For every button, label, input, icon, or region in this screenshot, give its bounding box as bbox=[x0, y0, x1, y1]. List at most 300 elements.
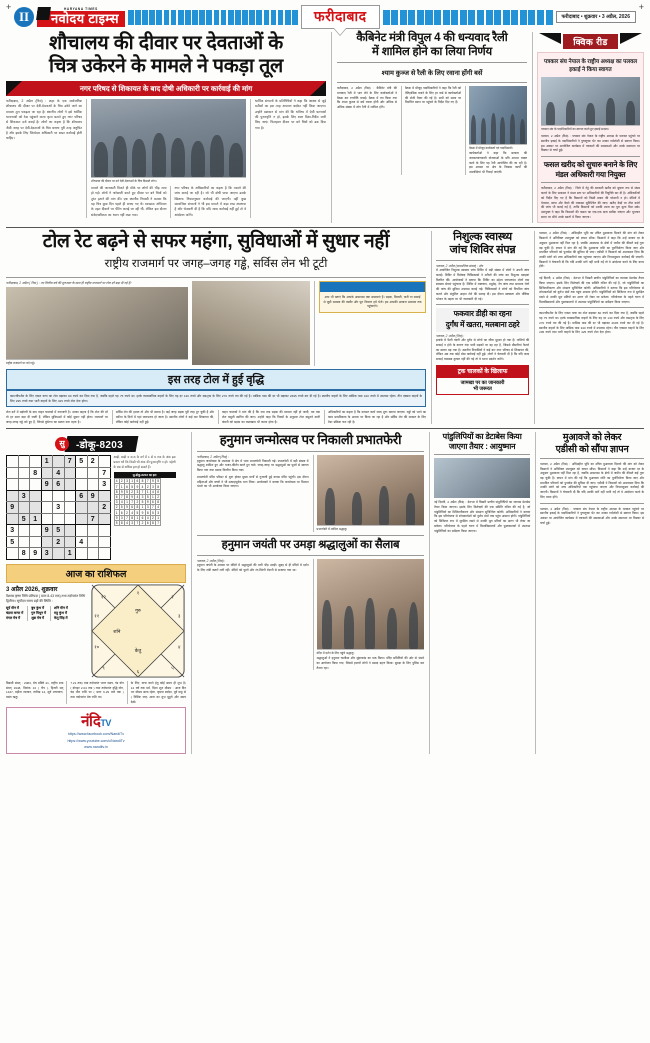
sudoku-title-text: -डोकू-8203 bbox=[76, 440, 123, 452]
sudoku-answer-cell: 4 bbox=[115, 479, 118, 484]
sudoku-answer-cell: 3 bbox=[136, 489, 139, 494]
story2-photo-people bbox=[469, 108, 527, 144]
sudoku-answer-cell: 6 bbox=[136, 479, 139, 484]
sudoku-cell[interactable]: 8 bbox=[18, 548, 30, 560]
sudoku-row bbox=[7, 536, 111, 548]
sudoku-cell[interactable]: 3 bbox=[18, 490, 30, 502]
svg-text:१०: १० bbox=[94, 645, 100, 651]
sudoku-cell[interactable]: 3 bbox=[53, 502, 65, 514]
quick-read-box bbox=[537, 52, 644, 223]
lead-body-columns bbox=[6, 99, 326, 218]
sudoku-answer-cell: 4 bbox=[126, 520, 128, 525]
sudoku-answer-cell: 4 bbox=[120, 500, 123, 505]
sudoku-cell[interactable] bbox=[87, 525, 99, 537]
sudoku-answer-cell: 7 bbox=[126, 515, 128, 520]
sudoku-answer-cell: 9 bbox=[115, 515, 118, 520]
sudoku-cell[interactable] bbox=[76, 513, 88, 525]
hanuman2-col2-text: श्रद्धालुओं ने हनुमान चालीसा और सुंदरकांड का पाठ किया। मंदिर समितियों की ओर से भंडारे का आयोजन किया गया, जिसमें हजारों लोगों ने प्रसाद ग्रहण किया। सुरक्षा के लिए पुलिस बल तैनात रहा। bbox=[316, 656, 425, 670]
sudoku-answer-cell: 3 bbox=[115, 500, 118, 505]
nandi-ad-line-0[interactable]: https://www.facebook.com/NandiTv bbox=[67, 732, 125, 737]
sudoku-answer-cell: 7 bbox=[152, 505, 154, 510]
sudoku-cell[interactable] bbox=[76, 479, 88, 491]
manuscripts-headline-line2: जाएगा तैयार : आयुष्मान bbox=[448, 441, 516, 451]
sudoku-answer-cell: 4 bbox=[152, 489, 154, 494]
horoscope-tithi: वैशाख कृष्ण तिथि प्रतिपदा ( प्रातः 8.43 तक) तथा तदोपरांत तिथि द्वितीया। सूर्योदय समय ग्रहों की स्थिति : bbox=[6, 593, 85, 603]
horoscope-date: 3 अप्रैल 2026, शुक्रवार bbox=[6, 586, 58, 593]
planet-2-1: शुक्र मेष में bbox=[31, 615, 45, 620]
sudoku-cell[interactable]: 2 bbox=[99, 502, 111, 514]
nandi-tv-logo: नंदिTV bbox=[81, 713, 111, 731]
sudoku-cell[interactable] bbox=[30, 490, 42, 502]
sudoku-cell[interactable]: 1 bbox=[41, 456, 53, 468]
sudoku-cell[interactable] bbox=[87, 502, 99, 514]
quick-read-tag: क्विक रीड bbox=[563, 34, 617, 49]
sudoku-answer-cell: 1 bbox=[136, 515, 139, 520]
sudoku-answer-cell: 9 bbox=[152, 479, 154, 484]
compensation-extra-text: पलवल, 2 अप्रैल (निसं) : पत्रकार संघ नेपाल के राष्ट्रीय अध्यक्ष के पलवल पहुंचने पर स्थानीय इकाई के पदाधिकारियों ने पुष्पगुच्छ भेंट कर उनका गर्मजोशी से स्वागत किया। इस अवसर पर आयोजित कार्यक्रम में पत्रकारों की समस्याओं और उनके समाधान पर विस्तार से चर्चा हुई। bbox=[540, 506, 645, 525]
sudoku-answer-cell: 8 bbox=[152, 520, 154, 525]
sudoku-cell[interactable] bbox=[99, 513, 111, 525]
sudoku-cell[interactable] bbox=[7, 467, 19, 479]
health-camp-story bbox=[431, 231, 529, 424]
sudoku-cell[interactable] bbox=[64, 467, 76, 479]
sudoku-answer-row bbox=[114, 484, 161, 489]
sudoku-answer-cell: 5 bbox=[141, 500, 144, 505]
planet-0-2: शनि मीन में bbox=[54, 606, 68, 611]
sudoku-answer-cell: 7 bbox=[120, 494, 123, 499]
truck-box-line3: भी जरूरत bbox=[473, 385, 492, 392]
masthead bbox=[6, 0, 644, 30]
sudoku-cell[interactable]: 3 bbox=[7, 525, 19, 537]
hanuman2-photo bbox=[317, 559, 425, 649]
sudoku-cell[interactable] bbox=[41, 513, 53, 525]
sudoku-cell[interactable] bbox=[99, 536, 111, 548]
compensation-column bbox=[535, 432, 644, 753]
toll-photo-2 bbox=[192, 281, 310, 365]
kundli-chart bbox=[90, 583, 186, 679]
puzzles-column bbox=[6, 432, 186, 753]
sudoku-answer-cell: 5 bbox=[126, 489, 128, 494]
sudoku-cell[interactable]: 4 bbox=[76, 536, 88, 548]
svg-text:२: २ bbox=[171, 595, 174, 601]
svg-text:१२: १२ bbox=[100, 595, 106, 601]
sudoku-answer-cell: 2 bbox=[157, 494, 159, 499]
sudoku-cell[interactable] bbox=[41, 536, 53, 548]
horoscope-text-col3: के लिए, यात्रा करने हेतु कोई समय ही शुभ है। 12 वर्ष तक मर्म, दिशा शूल मौसम : आज दिन भर मौसम साफ रहेगा, कृपया स्वदेश, पूर्व माहू से ( विशिष्ट जन) आज का शुभ मुहूर्त और समय देखें। bbox=[127, 681, 186, 705]
sudoku-row bbox=[7, 513, 111, 525]
sudoku-cell[interactable]: 9 bbox=[41, 525, 53, 537]
masthead-logo[interactable] bbox=[37, 7, 125, 28]
sudoku-cell[interactable] bbox=[18, 467, 30, 479]
hanuman-col-1 bbox=[197, 455, 309, 532]
compensation-text: पलवल, 2 अप्रैल (निसं) : अधिग्रहीत भूमि का उचित मुआवजा दिलाने की मांग को लेकर किसानों ने अतिरिक्त उपायुक्त को ज्ञापन सौंपा। किसानों ने कहा कि उन्हें बाजार दर के अनुसार मुआवजा नहीं मिल रहा है, जबकि आसपास के क्षेत्रों में जमीन की कीमतें कई गुना बढ़ चुकी हैं। ज्ञापन में मांग की गई कि मुआवजा राशि का पुनर्निर्धारण किया जाए और प्रभावित परिवारों को पुनर्वास की सुविधा दी जाए। एडीसी ने किसानों को आश्वासन दिया कि उनकी मांगों को उच्च अधिकारियों तक पहुंचाया जाएगा और नियमानुसार कार्रवाई की जाएगी। किसानों ने चेतावनी दी कि यदि उनकी मांगें नहीं मानी गईं तो वे आंदोलन करने के लिए बाध्य होंगे। bbox=[540, 461, 645, 499]
hanuman2-headline: हनुमान जयंती पर उमड़ा श्रद्धालुओं का सैलाब bbox=[221, 538, 400, 551]
sudoku-cell[interactable] bbox=[30, 502, 42, 514]
sudoku-cell[interactable]: 3 bbox=[99, 479, 111, 491]
sudoku-answer-cell: 5 bbox=[131, 484, 134, 489]
sudoku-answer-row bbox=[114, 479, 161, 484]
toll-left bbox=[6, 281, 188, 366]
hanuman-photo-people bbox=[317, 481, 425, 524]
sudoku-answer-cell: 9 bbox=[136, 484, 139, 489]
sudoku-cell[interactable] bbox=[41, 490, 53, 502]
sudoku-answer-cell: 8 bbox=[136, 505, 139, 510]
sudoku-answer-cell: 8 bbox=[157, 500, 159, 505]
sudoku-cell[interactable] bbox=[18, 536, 30, 548]
hanuman-col1-text: हनुमान जन्मोत्सव के उपलक्ष्य में क्षेत्र में भव्य प्रभातफेरी निकाली गई। प्रभातफेरी में बड़ी संख्या में श्रद्धालु शामिल हुए और भजन-कीर्तन करते हुए चले। जगह-जगह पर श्रद्धालुओं का फूलों से स्वागत किया गया तथा प्रसाद वितरित किया गया। bbox=[197, 458, 309, 473]
fakhrpur-byline: पलवल, 2 अप्रैल (निसं) : bbox=[436, 334, 465, 339]
sudoku-answer-row bbox=[114, 505, 161, 510]
sudoku-answer-cell: 8 bbox=[120, 520, 123, 525]
lead-photo bbox=[91, 99, 246, 177]
sudoku-answer-cell: 2 bbox=[146, 484, 149, 489]
svg-text:११: ११ bbox=[94, 614, 100, 620]
sudoku-answer-cell: 4 bbox=[141, 484, 144, 489]
compensation-headline-line2: एडीसी को सौंपा ज्ञापन bbox=[555, 443, 629, 455]
truck-box-line2: जामखा पर का जानकारी bbox=[460, 379, 505, 386]
sudoku-row bbox=[7, 456, 111, 468]
lead-story bbox=[6, 32, 326, 223]
toll-side-box-text: आप भी बताएं कि आपके आसपास क्या समस्याएं हैं। सड़क, बिजली, पानी या सफाई से जुड़ी समस्या की तस्वीर और पूरा विवरण हमें भेजें। हम आपकी आवाज प्रशासन तक पहुंचाएंगे। bbox=[323, 294, 422, 309]
toll-mid bbox=[192, 281, 310, 366]
sudoku-answer-cell: 1 bbox=[152, 494, 154, 499]
lead-kicker: नगर परिषद से शिकायत के बाद दोषी अधिकारी पर कार्रवाई की मांग bbox=[6, 81, 326, 96]
sudoku-answer-cell: 5 bbox=[136, 510, 139, 515]
sudoku-answer-cell: 9 bbox=[131, 494, 134, 499]
sudoku-cell[interactable] bbox=[64, 513, 76, 525]
right-rail-text-2: नई दिल्ली, 2 अप्रैल (निसं) : देशभर में बिखरी प्राचीन पांडुलिपियों का व्यापक डेटाबेस तैयार किया जाएगा। इसके लिए विशेषज्ञों की एक समिति गठित की गई है, जो पांडुलिपियों का डिजिटलीकरण और संरक्षण सुनिश्चित करेगी। अधिकारियों ने बताया कि इस परियोजना से शोधकर्ताओं को दुर्लभ ग्रंथों तक पहुंच आसान होगी। पांडुलिपियों को डिजिटल रूप में सुरक्षित रखने से उनकी मूल प्रतियों का क्षरण भी रोका जा सकेगा। परियोजना के पहले चरण में विश्वविद्यालयों और पुस्तकालयों में उपलब्ध पांडुलिपियों का सर्वेक्षण किया जाएगा। bbox=[539, 276, 644, 304]
sudoku-cell[interactable] bbox=[87, 536, 99, 548]
sudoku-answer-cell: 8 bbox=[157, 484, 159, 489]
lead-col-4 bbox=[250, 99, 326, 218]
sudoku-answer-cell: 1 bbox=[131, 479, 134, 484]
planet-1-2: राहु कुंभ में bbox=[54, 611, 68, 616]
planet-1-0: चंद्रमा कन्या में bbox=[6, 611, 24, 616]
sudoku-cell[interactable]: 2 bbox=[53, 536, 65, 548]
svg-text:केतु: केतु bbox=[134, 648, 142, 654]
sudoku-answer-cell: 7 bbox=[146, 479, 149, 484]
fakhrpur-text: इलाके में फैली गंदगी और दुर्गंध से लोगों का जीना मुहाल हो गया है। नालियों की सफाई न होने के कारण गंदा पानी सड़कों पर बह रहा है, जिससे बीमारियां फैलने का खतरा बढ़ गया है। स्थानीय निवासियों ने कई बार नगर परिषद से शिकायत की, लेकिन अब तक कोई ठोस कार्रवाई नहीं हुई। लोगों ने चेतावनी दी है कि यदि जल्द सफाई व्यवस्था दुरुस्त नहीं की गई तो वे धरना प्रदर्शन करेंगे। bbox=[436, 338, 530, 362]
sudoku-row bbox=[7, 490, 111, 502]
lead-photo-people bbox=[91, 129, 246, 177]
sudoku-answer-cell: 4 bbox=[157, 505, 159, 510]
edition-city-tab[interactable]: फरीदाबाद bbox=[301, 5, 380, 29]
sudoku-cell[interactable]: 1 bbox=[64, 548, 76, 560]
sudoku-cell[interactable]: 7 bbox=[99, 467, 111, 479]
toll-story bbox=[6, 231, 426, 424]
sudoku-cell[interactable] bbox=[18, 525, 30, 537]
sudoku-cell[interactable] bbox=[64, 525, 76, 537]
sudoku-cell[interactable] bbox=[87, 479, 99, 491]
svg-text:९: ९ bbox=[102, 666, 105, 672]
horoscope-title: आज का राशिफल bbox=[6, 564, 186, 583]
sudoku-cell[interactable] bbox=[99, 490, 111, 502]
hanuman2-byline: पलवल, 2 अप्रैल (निसं) : bbox=[197, 559, 226, 564]
masthead-stripes-right bbox=[383, 10, 553, 25]
manuscripts-column bbox=[429, 432, 530, 753]
sudoku-cell[interactable] bbox=[30, 525, 42, 537]
sudoku-side bbox=[114, 455, 176, 526]
sudoku-answer-cell: 6 bbox=[157, 489, 159, 494]
sudoku-cell[interactable] bbox=[53, 548, 65, 560]
sudoku-cell[interactable] bbox=[7, 490, 19, 502]
sudoku-cell[interactable] bbox=[76, 467, 88, 479]
toll-byline: फरीदाबाद, 2 अप्रैल ( निसं ) : नए वित्तीय वर्ष की शुरुआत के साथ ही राष्ट्रीय राजमार्ग पर टोल दरें बढ़ा दी गई हैं। bbox=[6, 280, 132, 285]
sudoku-cell[interactable]: 2 bbox=[87, 456, 99, 468]
toll-col1-text: टोल दरों में बढ़ोतरी के बाद वाहन चालकों में नाराजगी है। उनका कहना है कि टोल की दरें तो हर साल बढ़ा दी जाती हैं, लेकिन सुविधाओं में कोई सुधार नहीं होता। राजमार्ग पर जगह-जगह गड्ढे बने हुए हैं, जिनसे दुर्घटना का खतरा बना रहता है। bbox=[6, 410, 108, 424]
toll-col3-text: वाहन चालकों ने मांग की है कि जब तक सड़क की मरम्मत नहीं हो जाती, तब तक टोल वसूली स्थगित की जाए। उन्होंने कहा कि नियमों के अनुसार टोल वसूलने वाली कंपनी को सड़क का रखरखाव भी करना होता है। bbox=[218, 410, 320, 424]
planet-2-0: मंगल मेष में bbox=[6, 615, 21, 620]
sudoku-grid[interactable] bbox=[6, 455, 111, 560]
sudoku-row bbox=[7, 467, 111, 479]
sudoku-cell[interactable] bbox=[64, 536, 76, 548]
sudoku-cell[interactable] bbox=[76, 548, 88, 560]
sudoku-answer-row bbox=[114, 500, 161, 505]
sudoku-cell[interactable]: 5 bbox=[18, 513, 30, 525]
hanuman2-col1-text: हनुमान जयंती के अवसर पर मंदिरों में श्रद्धालुओं की भारी भीड़ उमड़ी। सुबह से ही मंदिरों में दर्शन के लिए लंबी कतारें लगी रहीं। मंदिरों को फूलों और रंग-बिरंगी रोशनी से सजाया गया था। bbox=[197, 563, 309, 572]
sudoku-cell[interactable]: 5 bbox=[53, 525, 65, 537]
sudoku-cell[interactable]: 9 bbox=[7, 502, 19, 514]
sudoku-cell[interactable] bbox=[99, 456, 111, 468]
sudoku-cell[interactable] bbox=[53, 456, 65, 468]
sudoku-answer-cell: 1 bbox=[120, 484, 123, 489]
sudoku-cell[interactable] bbox=[30, 536, 42, 548]
sudoku-cell[interactable]: 7 bbox=[64, 456, 76, 468]
hanuman-column bbox=[191, 432, 424, 753]
sudoku-cell[interactable] bbox=[18, 502, 30, 514]
toll-sidebox-wrap bbox=[314, 281, 426, 366]
sudoku-answer-cell: 6 bbox=[141, 515, 144, 520]
svg-text:४: ४ bbox=[178, 645, 181, 651]
sudoku-cell[interactable]: 7 bbox=[87, 513, 99, 525]
quick-read-photo-people bbox=[541, 95, 640, 125]
planet-1-1: गुरु मिथुन में bbox=[31, 611, 47, 616]
sudoku-answer-cell: 3 bbox=[126, 479, 128, 484]
sudoku-answer-cell: 1 bbox=[126, 500, 128, 505]
hanuman2-photo-people bbox=[317, 593, 425, 649]
sudoku-answer-cell: 9 bbox=[120, 489, 123, 494]
sudoku-cell[interactable]: 6 bbox=[76, 490, 88, 502]
masthead-stripes-left bbox=[128, 10, 298, 25]
lead-col-2 bbox=[86, 99, 246, 218]
nandi-ad-line-1[interactable]: https://www.youtube.com/c/NandiTv bbox=[67, 738, 125, 743]
story2-col1-text: फरीदाबाद, 2 अप्रैल (निसं) : कैबिनेट मंत्री की धन्यवाद रैली में भाग लेने के लिए कार्यकर्ताओं ने बैठक कर रणनीति बनाई। बैठक में तय किया गया कि श्याम कुञ्ज से बसें रवाना होंगी और अधिक से अधिक संख्या में लोग रैली में शामिल होंगे। bbox=[337, 86, 397, 109]
toll-box-title: इस तरह टोल में हुई वृद्धि bbox=[6, 369, 426, 390]
hanuman-col2-text: प्रभातफेरी मंदिर परिसर से शुरू होकर मुख्य मार्गों से गुजरती हुई वापस मंदिर पहुंची। इस दौरान महिलाओं और बच्चों ने भी उत्साहपूर्वक भाग लिया। आयोजकों ने बताया कि जन्मोत्सव पर विशाल भंडारे का भी आयोजन किया जाएगा। bbox=[197, 474, 309, 489]
toll-body-columns bbox=[6, 410, 426, 424]
sudoku-cell[interactable]: 1 bbox=[30, 513, 42, 525]
toll-side-box bbox=[319, 281, 426, 313]
sudoku-answer-cell: 1 bbox=[115, 510, 118, 515]
bottom-section bbox=[6, 432, 644, 753]
sudoku-answer-cell: 6 bbox=[120, 510, 123, 515]
sudoku-answer-cell: 9 bbox=[126, 505, 128, 510]
svg-text:५: ५ bbox=[171, 666, 174, 672]
sudoku-note: आड़ी, खड़ी व 3×3 के वर्ग में 1 से 9 तक के अंक इस प्रकार भरें कि किसी भी अंक की पुनरावृत्ति न हो। पहेली के एक से अधिक हल हो सकते हैं। bbox=[113, 455, 176, 469]
lead-col1-text: फरीदाबाद, 2 अप्रैल (निसं) : शहर के एक सार्वजनिक शौचालय की दीवार पर देवी-देवताओं के चित्र उकेरे जाने का मामला तूल पकड़ता जा रहा है। स्थानीय लोगों ने इसे धार्मिक भावनाओं को ठेस पहुंचाने वाला कृत्य बताते हुए नगर परिषद से शिकायत दर्ज कराई है। लोगों का कहना है कि शौचालय जैसी जगह पर देवी-देवताओं के चित्र बनाना पूरी तरह अनुचित है और इसके लिए जिम्मेदार अधिकारी पर सख्त कार्रवाई होनी चाहिए। bbox=[6, 99, 82, 141]
manuscripts-photo bbox=[434, 458, 530, 498]
planet-0-0: सूर्य मीन में bbox=[6, 606, 19, 611]
story2-photo-caption: बैठक में मौजूद कार्यकर्ता एवं पदाधिकारी। bbox=[469, 144, 527, 151]
sudoku-cell[interactable]: 6 bbox=[53, 479, 65, 491]
svg-text:शनि: शनि bbox=[113, 629, 121, 635]
hanuman-photo bbox=[317, 455, 425, 525]
sudoku-cell[interactable]: 9 bbox=[30, 548, 42, 560]
story2-headline-line1: कैबिनेट मंत्री विपुल 4 की धन्यवाद रैली bbox=[356, 32, 508, 44]
sudoku-cell[interactable]: 5 bbox=[76, 456, 88, 468]
sudoku-answer-row bbox=[114, 515, 161, 520]
sudoku-answer-cell: 7 bbox=[141, 489, 144, 494]
right-rail bbox=[534, 231, 644, 424]
toll-photo bbox=[6, 287, 188, 359]
top-section bbox=[6, 32, 644, 223]
sudoku-cell[interactable] bbox=[18, 456, 30, 468]
sudoku-answer-row bbox=[114, 494, 161, 499]
lead-col2-text: मामले की जानकारी मिलते ही मौके पर लोगों की भीड़ जमा हो गई। लोगों ने नारेबाजी करते हुए दीवार पर बने चित्रों को तुरंत हटाने की मांग की। एक स्थानीय निवासी ने बताया कि यह चित्र कुछ दिन पहले ही बनाए गए थे। स्वच्छता अभियान के तहत दीवारों पर पेंटिंग कराई जा रही थी, लेकिन इस दौरान संवेदनशीलता का ध्यान नहीं रखा गया। bbox=[91, 186, 167, 217]
dateline: फरीदाबाद • शुक्रवार • 3 अप्रैल, 2026 bbox=[556, 11, 637, 23]
right-rail-text: पलवल, 2 अप्रैल (निसं) : अधिग्रहीत भूमि का उचित मुआवजा दिलाने की मांग को लेकर किसानों ने अतिरिक्त उपायुक्त को ज्ञापन सौंपा। किसानों ने कहा कि उन्हें बाजार दर के अनुसार मुआवजा नहीं मिल रहा है, जबकि आसपास के क्षेत्रों में जमीन की कीमतें कई गुना बढ़ चुकी हैं। ज्ञापन में मांग की गई कि मुआवजा राशि का पुनर्निर्धारण किया जाए और प्रभावित परिवारों को पुनर्वास की सुविधा दी जाए। एडीसी ने किसानों को आश्वासन दिया कि उनकी मांगों को उच्च अधिकारियों तक पहुंचाया जाएगा और नियमानुसार कार्रवाई की जाएगी। किसानों ने चेतावनी दी कि यदि उनकी मांगें नहीं मानी गईं तो वे आंदोलन करने के लिए बाध्य होंगे। bbox=[539, 231, 644, 269]
sudoku-cell[interactable] bbox=[76, 502, 88, 514]
sudoku-answer-cell: 3 bbox=[152, 484, 154, 489]
sudoku-cell[interactable]: 8 bbox=[30, 467, 42, 479]
sudoku-cell[interactable] bbox=[64, 490, 76, 502]
sudoku-row bbox=[7, 548, 111, 560]
sudoku-cell[interactable] bbox=[99, 525, 111, 537]
sudoku-answer-grid bbox=[114, 478, 162, 526]
sudoku-answer-cell: 1 bbox=[157, 515, 159, 520]
sudoku-cell[interactable] bbox=[7, 513, 19, 525]
sudoku-answer-cell: 8 bbox=[131, 515, 134, 520]
sudoku-row bbox=[7, 502, 111, 514]
sudoku-cell[interactable]: 9 bbox=[41, 479, 53, 491]
sudoku-cell[interactable]: 9 bbox=[87, 490, 99, 502]
sudoku-answer-label: सु-डोकू-8202 का हल bbox=[114, 472, 176, 478]
quick-read-photo bbox=[541, 77, 640, 125]
sudoku-answer-cell: 5 bbox=[157, 479, 159, 484]
sudoku-answer-cell: 3 bbox=[120, 515, 123, 520]
sudoku-cell[interactable] bbox=[7, 456, 19, 468]
quick-read-photo-caption: पत्रकार संघ के पदाधिकारियों का स्वागत करते हुए इकाई सदस्य। bbox=[541, 125, 640, 132]
sudoku-answer-cell: 3 bbox=[131, 520, 134, 525]
sudoku-row bbox=[7, 525, 111, 537]
sudoku-cell[interactable] bbox=[30, 456, 42, 468]
sudoku-answer-row bbox=[114, 520, 161, 525]
sudoku-answer-cell: 3 bbox=[157, 510, 159, 515]
sudoku-answer-cell: 7 bbox=[136, 520, 139, 525]
hanuman-byline: फरीदाबाद, 2 अप्रैल (निसं) : bbox=[197, 454, 229, 459]
fakhrpur-headline-line1: फकवार डीही का रहना bbox=[436, 308, 529, 321]
hanuman-headline: हनुमान जन्मोत्सव पर निकाली प्रभातफेरी bbox=[219, 432, 402, 448]
health-camp-headline-line1: निशुल्क स्वास्थ्य bbox=[453, 231, 512, 244]
sudoku-cell[interactable] bbox=[87, 467, 99, 479]
crop-mark-left: + bbox=[6, 2, 12, 12]
sudoku-answer-cell: 6 bbox=[146, 520, 149, 525]
masthead-logo-name: नवोदय टाइम्स bbox=[37, 11, 125, 28]
sudoku-cell[interactable] bbox=[64, 479, 76, 491]
svg-text:१: १ bbox=[136, 591, 140, 597]
svg-text:३: ३ bbox=[178, 614, 181, 620]
sudoku-cell[interactable] bbox=[53, 490, 65, 502]
sudoku-answer-cell: 5 bbox=[115, 520, 118, 525]
health-camp-headline-line2: जांच शिविर संपन्न bbox=[449, 244, 516, 257]
toll-box-text: कार/जीप/वैन के लिए एकल यात्रा का टोल बढ़ाकर 80 रुपये कर दिया गया है, जबकि पहले यह 75 रुपये था। हल्के व्यावसायिक वाहनों के लिए यह दर 130 रुपये और बस/ट्रक के लिए 270 रुपये तय की गई है। मासिक पास की दर भी बढ़ाकर 2695 रुपये कर दी गई है। स्थानीय वाहनों के लिए मासिक पास 340 रुपये में उपलब्ध रहेगा। तीन एक्सल वाहनों के लिए 295 रुपये तथा भारी वाहनों के लिए 425 रुपये टोल देना होगा। bbox=[10, 393, 422, 403]
sudoku-cell[interactable] bbox=[41, 502, 53, 514]
sudoku-cell[interactable] bbox=[18, 479, 30, 491]
sudoku-title-ball: सु bbox=[55, 437, 69, 451]
story2 bbox=[331, 32, 527, 223]
sudoku-answer-cell: 2 bbox=[136, 500, 139, 505]
sudoku-answer-cell: 7 bbox=[115, 484, 118, 489]
sidebar-item-0-headline: फसल खरीद को सुचारु बनाने के लिए मंडल अधिकारी गया नियुक्त bbox=[543, 160, 638, 179]
sudoku-answer-cell: 5 bbox=[152, 510, 154, 515]
sudoku-answer-cell: 5 bbox=[120, 505, 123, 510]
toll-col4-text: अधिकारियों का कहना है कि मरम्मत कार्य जल्द शुरू कराया जाएगा। गड्ढों को भरने का काम प्राथमिकता के आधार पर किया जा रहा है और सर्विस लेन की मरम्मत के लिए टेंडर प्रक्रिया चल रही है। bbox=[324, 410, 426, 424]
sudoku-cell[interactable] bbox=[53, 513, 65, 525]
toll-photo-caption: राष्ट्रीय राजमार्ग पर बने गड्ढे। bbox=[6, 359, 188, 366]
sudoku-answer-cell: 2 bbox=[115, 505, 118, 510]
sudoku-answer-cell: 2 bbox=[120, 479, 123, 484]
sudoku-cell[interactable] bbox=[41, 467, 53, 479]
sudoku-answer-cell: 2 bbox=[131, 489, 134, 494]
truck-box-line1: ट्रक चालकों के खिलाफ bbox=[436, 365, 529, 377]
lead-headline-line2: चित्र उकेरने के मामले ने पकड़ा तूल bbox=[48, 55, 284, 77]
story2-col3 bbox=[465, 86, 527, 175]
sudoku-cell[interactable] bbox=[99, 548, 111, 560]
hanuman2-photo-caption: मंदिर में दर्शन के लिए पहुंचे श्रद्धालु। bbox=[317, 649, 425, 656]
middle-section bbox=[6, 231, 644, 424]
sudoku-answer-cell: 8 bbox=[126, 494, 128, 499]
quick-read-sidebar bbox=[532, 32, 644, 223]
sudoku-cell[interactable]: 3 bbox=[41, 548, 53, 560]
svg-text:गुरु: गुरु bbox=[135, 608, 141, 614]
lead-photo-caption: शौचालय की दीवार पर बने देवी-देवताओं के चित्र दिखाते लोग। bbox=[91, 177, 246, 184]
story2-col2-text: बैठक में मौजूद पदाधिकारियों ने कहा कि रैली को ऐतिहासिक बनाने के लिए हर वार्ड से कार्यकर्ताओं की टोली तैयार की गई है। सभी को समय पर निर्धारित स्थान पर पहुंचने के निर्देश दिए गए हैं। bbox=[401, 86, 461, 175]
planet-0-1: बुध कुंभ में bbox=[31, 606, 45, 611]
sudoku-answer-cell: 3 bbox=[141, 494, 144, 499]
horoscope-text-col1: विक्रमी संवत् : 2083, मेष प्रविष्टे 21, राष्ट्रीय शक संवत् 1948, दिनांक 13 ( चैत्र ), हिजरी सन् 1447, महीना रमजान, तारीख 14, सूर्य उत्तरायण, बसंत ऋतु। bbox=[6, 680, 64, 700]
lead-col-1 bbox=[6, 99, 82, 218]
sudoku-answer-cell: 4 bbox=[136, 494, 139, 499]
quick-read-text: पलवल, 2 अप्रैल (निसं) : पत्रकार संघ नेपाल के राष्ट्रीय अध्यक्ष के पलवल पहुंचने पर स्थानीय इकाई के पदाधिकारियों ने पुष्पगुच्छ भेंट कर उनका गर्मजोशी से स्वागत किया। इस अवसर पर आयोजित कार्यक्रम में पत्रकारों की समस्याओं और उनके समाधान पर विस्तार से चर्चा हुई। bbox=[541, 134, 640, 153]
sudoku-answer-cell: 7 bbox=[157, 520, 159, 525]
sudoku-cell[interactable] bbox=[30, 479, 42, 491]
nandi-tv-ad[interactable] bbox=[6, 707, 186, 753]
sudoku-answer-cell: 2 bbox=[141, 520, 144, 525]
sudoku-cell[interactable] bbox=[7, 548, 19, 560]
sudoku-row bbox=[7, 479, 111, 491]
sudoku-cell[interactable] bbox=[64, 502, 76, 514]
toll-headline: टोल रेट बढ़ने से सफर महंगा, सुविधाओं में सुधार नहीं bbox=[42, 231, 390, 253]
crop-mark-right: + bbox=[638, 2, 644, 12]
lead-col4-text: धार्मिक संगठनों के प्रतिनिधियों ने कहा कि आस्था से जुड़े प्रतीकों का इस तरह अपमान बर्दाश्त नहीं किया जाएगा। उन्होंने प्रशासन से मांग की कि भविष्य में ऐसी घटनाओं की पुनरावृत्ति न हो, इसके लिए स्पष्ट दिशा-निर्देश जारी किए जाएं। फिलहाल दीवार पर बने चित्रों को ढक दिया गया है। bbox=[255, 99, 326, 130]
hanuman2-col-1 bbox=[197, 559, 309, 670]
sudoku-cell[interactable] bbox=[7, 479, 19, 491]
sudoku-cell[interactable] bbox=[76, 525, 88, 537]
quick-read-subhead: पत्रकार संघ नेपाल के राष्ट्रीय अध्यक्ष का पलवल इकाई ने किया स्वागत bbox=[543, 59, 638, 74]
nandi-ad-line-2[interactable]: www.nanditv.in bbox=[84, 744, 108, 749]
health-camp-byline: पलवल, 2 अप्रैल (सामाजिक संस्था) : क्षेत्र bbox=[436, 264, 483, 269]
horoscope-planets bbox=[6, 606, 87, 621]
sudoku-answer-cell: 8 bbox=[146, 510, 149, 515]
story2-photo bbox=[469, 86, 527, 144]
sudoku-cell[interactable]: 5 bbox=[7, 536, 19, 548]
hanuman-col-2 bbox=[313, 455, 425, 532]
sudoku-answer-cell: 1 bbox=[141, 505, 144, 510]
hanuman-photo-caption: प्रभातफेरी में शामिल श्रद्धालु। bbox=[317, 525, 425, 532]
sudoku-cell[interactable] bbox=[87, 548, 99, 560]
sudoku-cell[interactable]: 4 bbox=[53, 467, 65, 479]
horoscope-text-col2: 7.21 तक) तथा तदोपरांत भरण नक्षत्र, गंड योग ( दोपहर 2.04 तक ) तथा तदोपरांत वृद्धि योग, चंद्र मीन राशि पर ( प्रातः 6.29 बजे तक ) तथा तदोपरांत मेष राशि पर। bbox=[66, 681, 123, 705]
